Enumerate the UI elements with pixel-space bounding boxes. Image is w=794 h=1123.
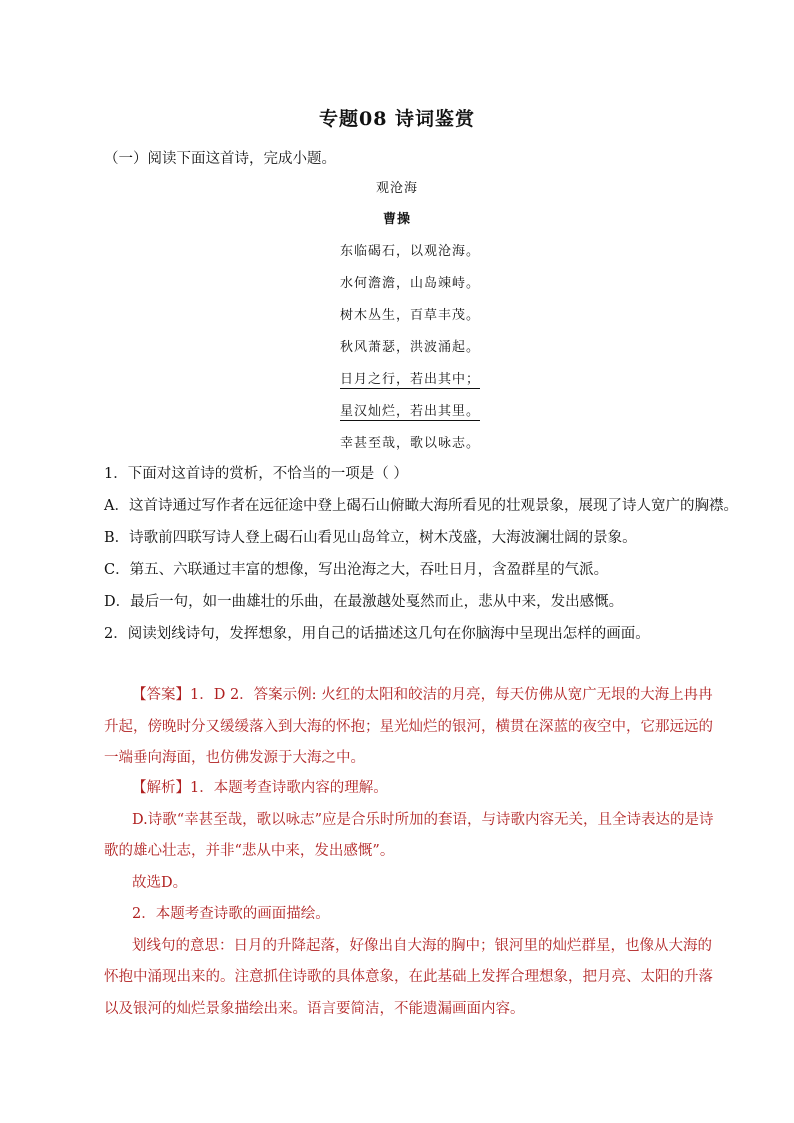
poem-line-3: 树木丛生，百草丰茂。: [340, 308, 481, 323]
analysis-line-3: 故选D。: [132, 874, 188, 891]
poem-title: 观沧海: [375, 181, 418, 196]
analysis-line-5: 划线句的意思：日月的升降起落，好像出自大海的胸中；银河里的灿烂群星，也像从大海的怀抱中涌现出来的。注意抓住诗歌的具体意象，在此基础上发挥合理想象，把月亮、太阳的升落以及银河的灿烂景象描绘出来。语言要简洁，不能遗漏画面内容。: [104, 937, 713, 1017]
poem-line-4: 秋风萧瑟，洪波涌起。: [340, 340, 481, 355]
answer-text: 1．D 2．答案示例: 火红的太阳和皎洁的月亮，每天仿佛从宽广无垠的大海上冉冉升起，傍晚时分又缓缓落入到大海的怀抱；星光灿烂的银河，横贯在深蓝的夜空中，它那远远的一端垂向海面，也仿佛发源于大海之中。: [104, 687, 713, 766]
section-heading: （一）阅读下面这首诗，完成小题。: [104, 151, 336, 167]
underlined-line: 日月之行，若出其中；: [340, 372, 481, 387]
option-d: D．最后一句，如一曲雄壮的乐曲，在最激越处戛然而止，悲从中来，发出感慨。: [104, 594, 624, 610]
option-c: C．第五、六联通过丰富的想像，写出沧海之大，吞吐日月，含盈群星的气派。: [104, 562, 609, 578]
question-1: 1．下面对这首诗的赏析，不恰当的一项是（ ）: [104, 466, 408, 482]
underlined-line: 星汉灿烂，若出其里。: [340, 404, 481, 419]
analysis-tag: 【解析】: [132, 780, 190, 796]
answer-block: [104, 680, 724, 775]
poem-line-6-underlined: [340, 400, 480, 419]
analysis-block: [104, 773, 724, 1025]
answer-tag: 【答案】: [132, 687, 190, 703]
poem-line-7: 幸甚至哉，歌以咏志。: [340, 436, 481, 451]
question-2: 2．阅读划线诗句，发挥想象，用自己的话描述这几句在你脑海中呈现出怎样的画面。: [104, 626, 650, 642]
poem-line-5-underlined: [340, 368, 480, 387]
analysis-line-2: D.诗歌“幸甚至哉，歌以咏志”应是合乐时所加的套语，与诗歌内容无关，且全诗表达的是诗歌的雄心壮志，并非“悲从中来，发出感慨”。: [104, 811, 714, 859]
poem-line-2: 水何澹澹，山岛竦峙。: [340, 276, 481, 291]
option-b: B．诗歌前四联写诗人登上碣石山看见山岛耸立，树木茂盛，大海波澜壮阔的景象。: [104, 530, 637, 546]
poem-author: 曹操: [382, 212, 411, 227]
option-a: A．这首诗通过写作者在远征途中登上碣石山俯瞰大海所看见的壮观景象，展现了诗人宽广的胸襟。: [104, 498, 738, 514]
analysis-line-1: 【解析】1．本题考查诗歌内容的理解。: [132, 780, 388, 796]
page-title: 专题08 诗词鉴赏: [318, 108, 476, 130]
poem-line-1: 东临碣石，以观沧海。: [340, 244, 481, 259]
analysis-line-4: 2．本题考查诗歌的画面描绘。: [132, 906, 330, 922]
